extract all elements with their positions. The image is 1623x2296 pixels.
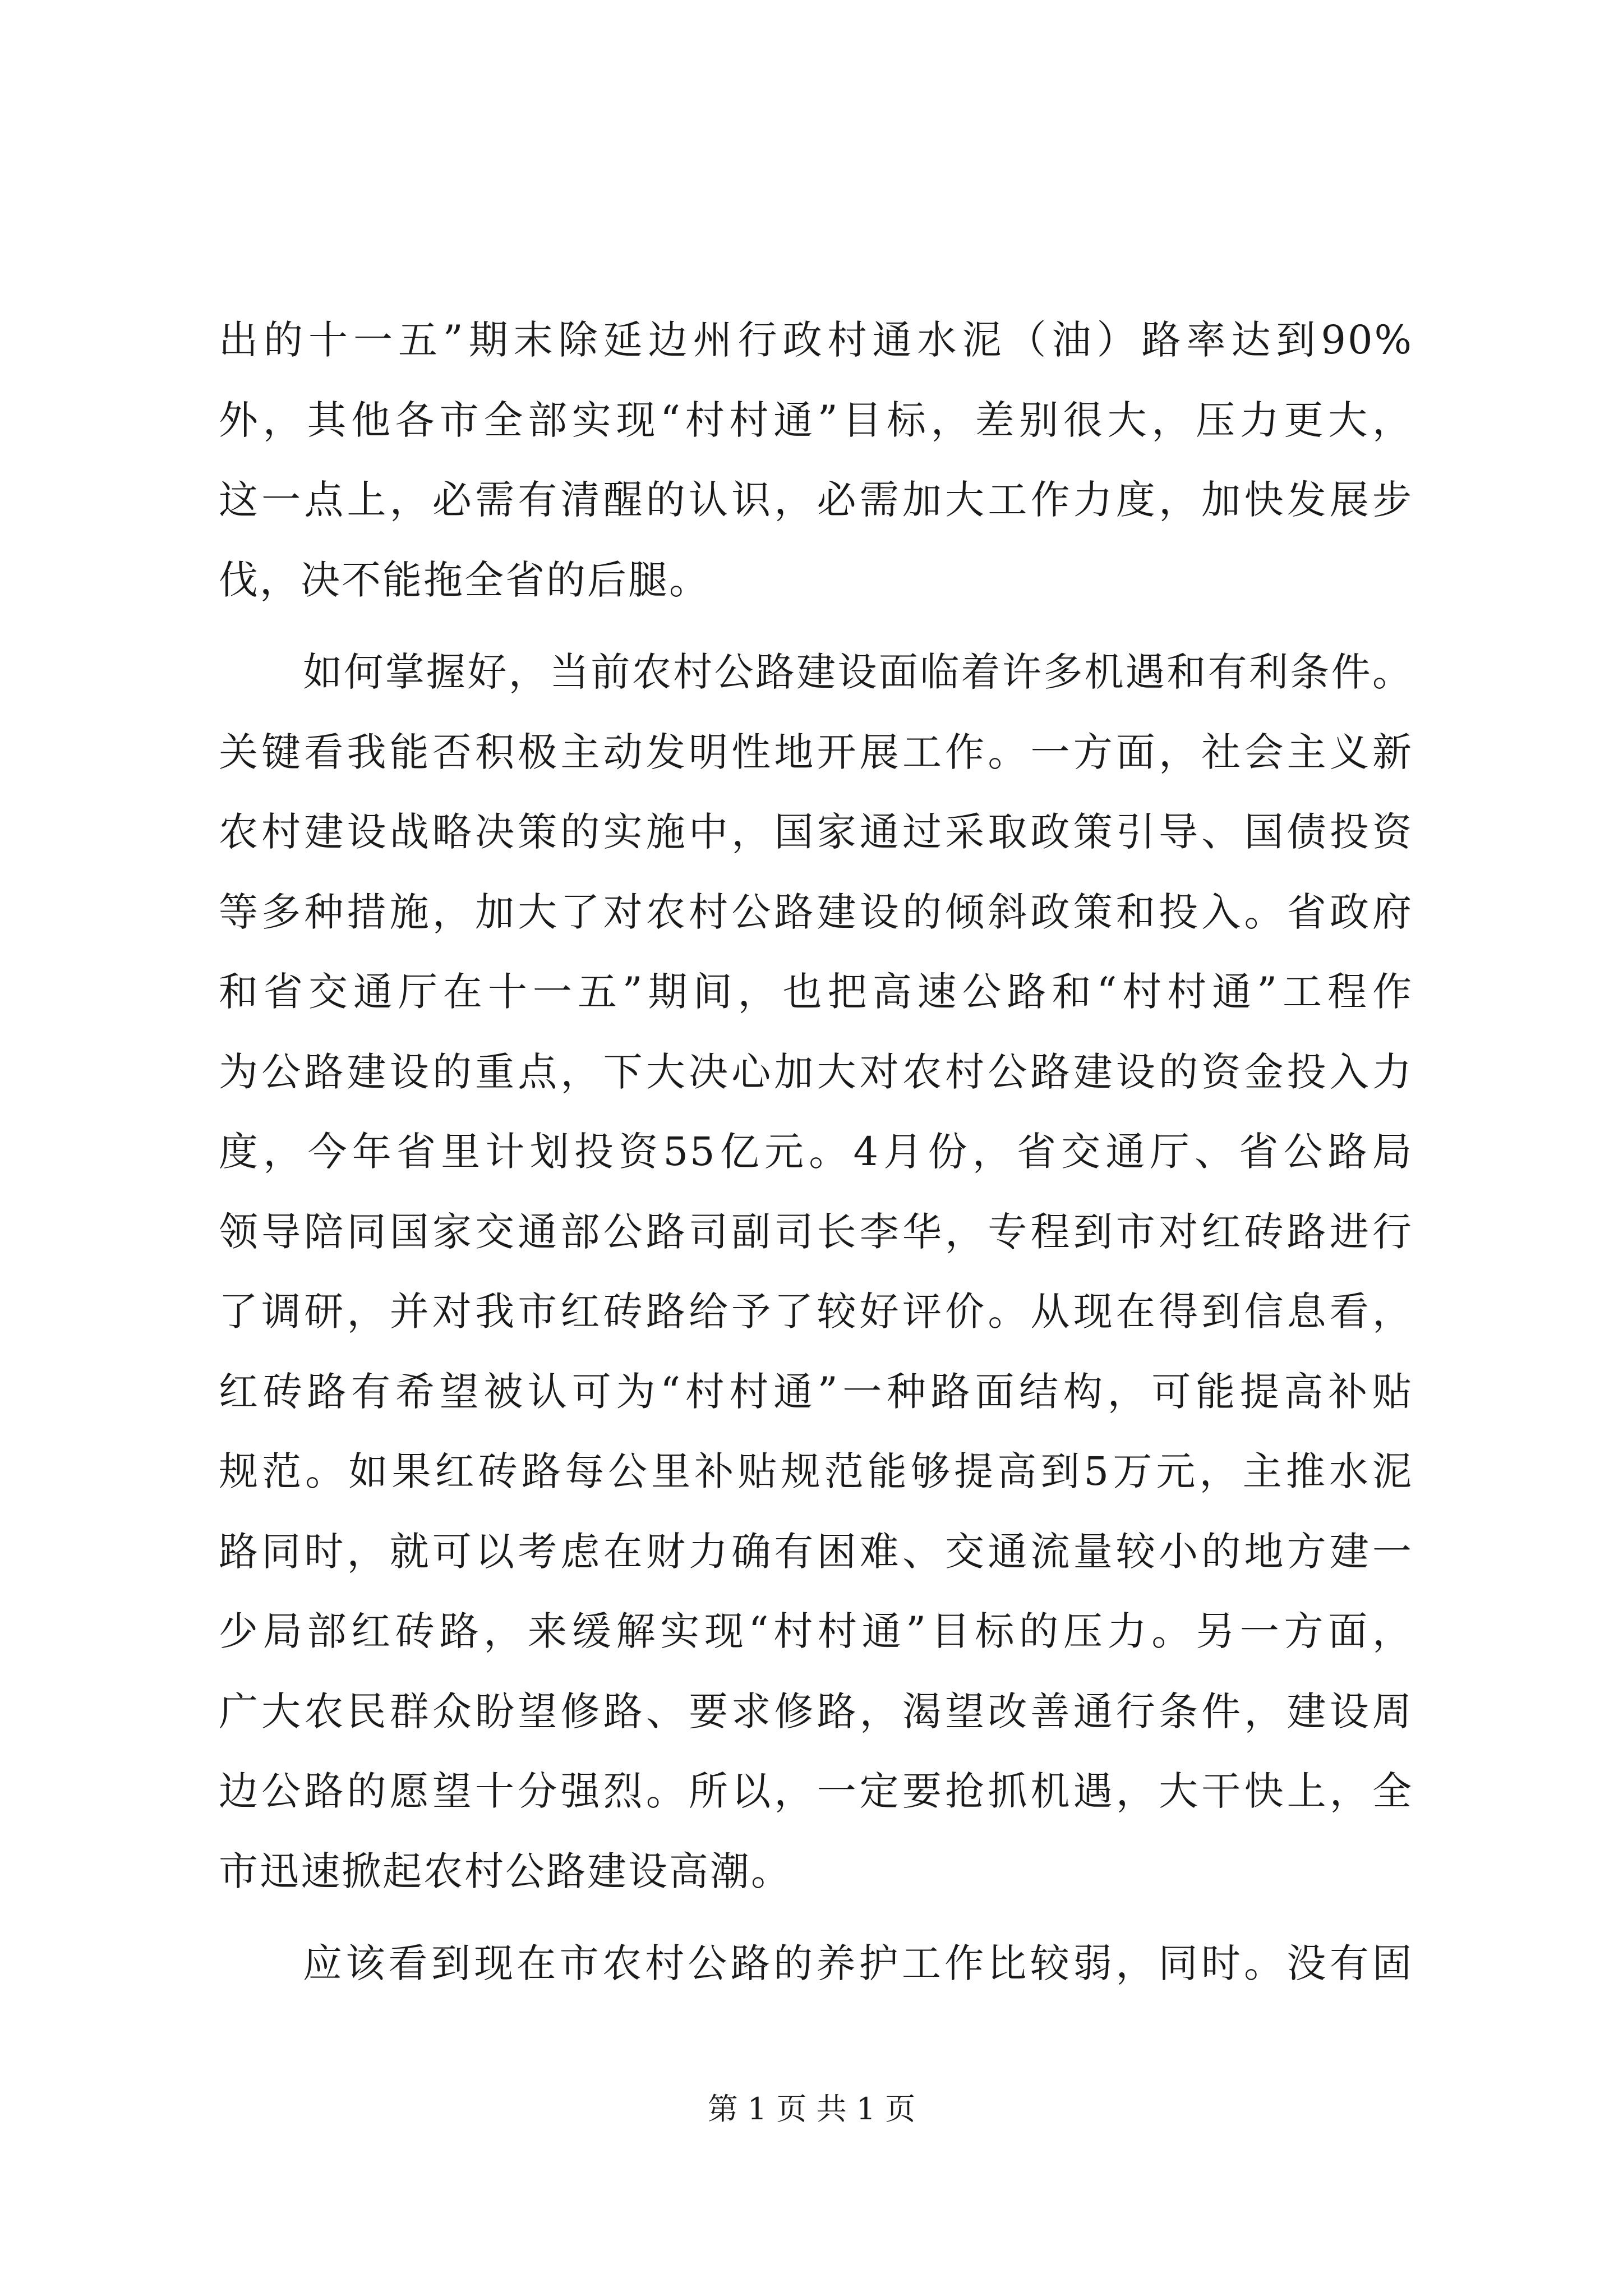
- paragraph-2-line-16: 市迅速掀起农村公路建设高潮。: [219, 1848, 792, 1894]
- document-body: [219, 300, 1413, 2004]
- paragraph-2-line-15: 边公路的愿望十分强烈。所以，一定要抢抓机遇，大干快上，全: [219, 1768, 1413, 1814]
- paragraph-2-line-8: 领导陪同国家交通部公路司副司长李华，专程到市对红砖路进行: [219, 1208, 1413, 1255]
- paragraph-2-line-12: 路同时，就可以考虑在财力确有困难、交通流量较小的地方建一: [219, 1528, 1413, 1575]
- paragraph-3-line-1: 应该看到现在市农村公路的养护工作比较弱，同时。没有固: [303, 1940, 1413, 1986]
- paragraph-2-line-11: 规范。如果红砖路每公里补贴规范能够提高到5万元，主推水泥: [219, 1448, 1413, 1494]
- paragraph-2-line-6: 为公路建设的重点，下大决心加大对农村公路建设的资金投入力: [219, 1048, 1413, 1095]
- paragraph-2-line-13: 少局部红砖路，来缓解实现“村村通”目标的压力。另一方面，: [219, 1608, 1413, 1654]
- paragraph-2-line-5: 和省交通厅在十一五”期间，也把高速公路和“村村通”工程作: [219, 969, 1413, 1015]
- paragraph-2-line-1: 如何掌握好，当前农村公路建设面临着许多机遇和有利条件。: [303, 649, 1413, 695]
- paragraph-1-line-3: 这一点上，必需有清醒的认识，必需加大工作力度，加快发展步: [219, 477, 1413, 523]
- paragraph-2-line-2: 关键看我能否积极主动发明性地开展工作。一方面，社会主义新: [219, 729, 1413, 775]
- page-footer: [0, 2090, 1623, 2129]
- paragraph-2-line-3: 农村建设战略决策的实施中，国家通过采取政策引导、国债投资: [219, 809, 1413, 855]
- paragraph-1-line-4: 伐，决不能拖全省的后腿。: [219, 556, 710, 603]
- paragraph-1-line-2: 外，其他各市全部实现“村村通”目标，差别很大，压力更大，: [219, 397, 1413, 443]
- paragraph-1-line-1: 出的十一五”期末除延边州行政村通水泥（油）路率达到90%: [219, 317, 1413, 363]
- paragraph-2-line-9: 了调研，并对我市红砖路给予了较好评价。从现在得到信息看，: [219, 1289, 1413, 1335]
- paragraph-2-line-4: 等多种措施，加大了对农村公路建设的倾斜政策和投入。省政府: [219, 889, 1413, 935]
- paragraph-2-line-14: 广大农民群众盼望修路、要求修路，渴望改善通行条件，建设周: [219, 1688, 1413, 1734]
- paragraph-2-line-10: 红砖路有希望被认可为“村村通”一种路面结构，可能提高补贴: [219, 1368, 1413, 1415]
- page-number-label: 第 1 页 共 1 页: [707, 2091, 916, 2127]
- paragraph-2-line-7: 度，今年省里计划投资55亿元。4月份，省交通厅、省公路局: [219, 1129, 1413, 1175]
